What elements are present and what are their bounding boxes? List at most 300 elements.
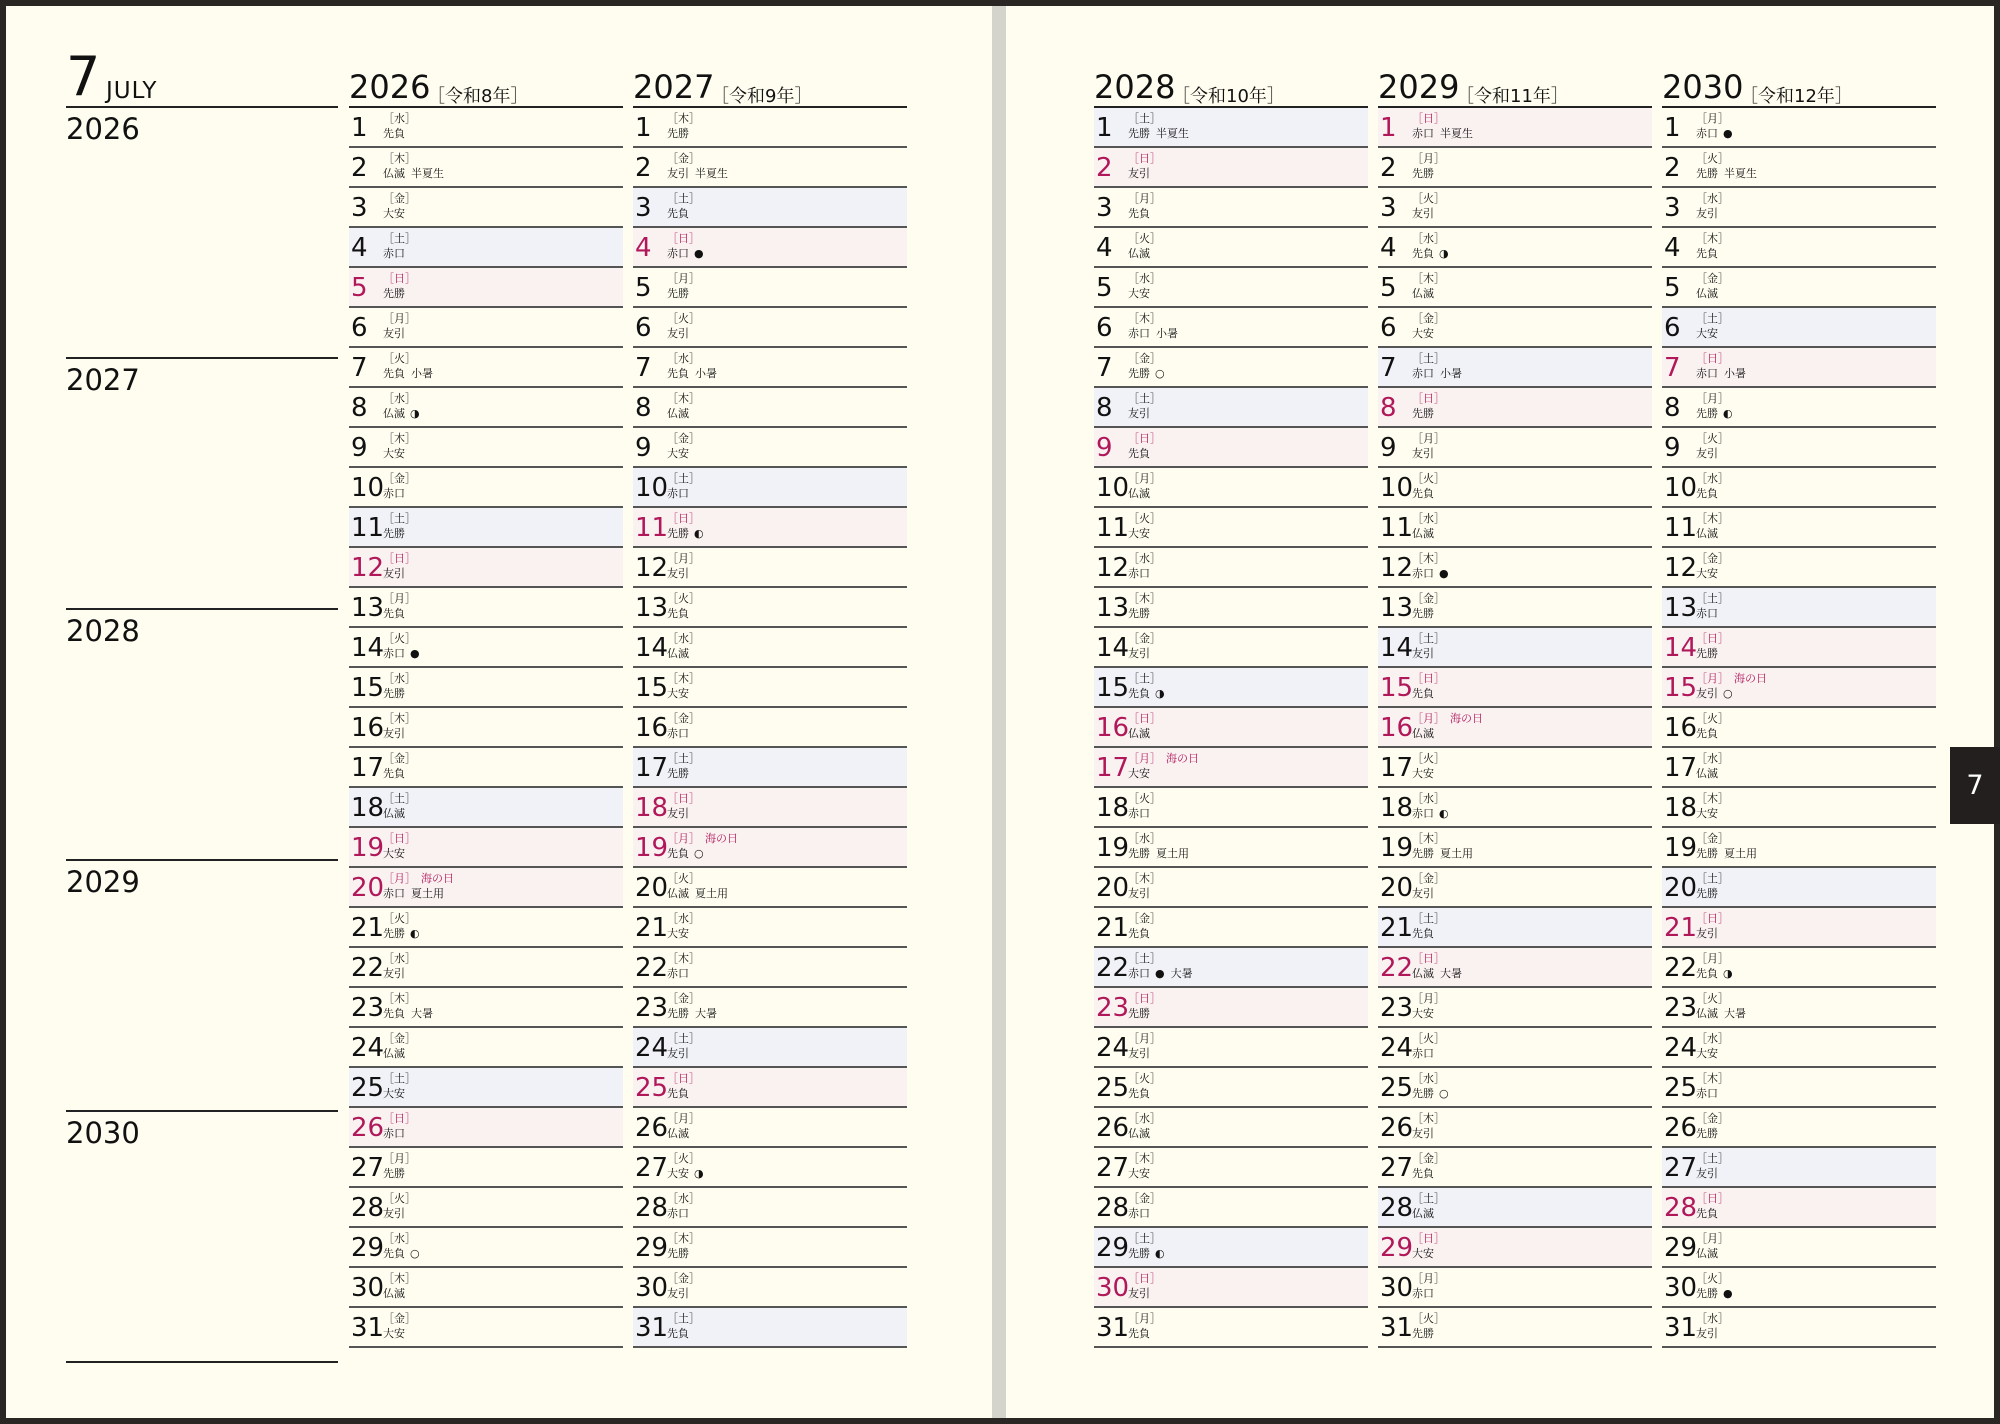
day-number: 5 <box>1380 273 1397 303</box>
day-row <box>1094 148 1368 188</box>
day-row <box>1662 588 1936 628</box>
weekday-label <box>383 112 416 125</box>
weekday-label <box>1128 192 1161 205</box>
weekday-text: ［木］ <box>1412 1112 1445 1125</box>
rokuyo-line <box>1696 1047 1718 1060</box>
rokuyo-label: 先勝 <box>1696 167 1718 180</box>
day-row <box>1378 1108 1652 1148</box>
weekday-label <box>383 592 416 605</box>
seasonal-note: 夏土用 <box>1156 847 1189 860</box>
day-row <box>1662 708 1936 748</box>
weekday-label <box>1696 1192 1729 1205</box>
rokuyo-label: 赤口 <box>1696 127 1718 140</box>
day-row <box>349 1028 623 1068</box>
rokuyo-label: 友引 <box>1412 1127 1434 1140</box>
day-number: 6 <box>635 313 652 343</box>
rokuyo-label: 大安 <box>383 207 405 220</box>
holiday-label: 海の日 <box>1450 712 1483 725</box>
day-number: 16 <box>635 713 669 743</box>
rokuyo-line <box>1128 1167 1150 1180</box>
day-number: 20 <box>635 873 669 903</box>
day-number: 3 <box>635 193 652 223</box>
year-column-header <box>1662 66 1936 108</box>
weekday-text: ［火］ <box>1696 432 1729 445</box>
day-number: 5 <box>635 273 652 303</box>
day-number: 9 <box>1380 433 1397 463</box>
rokuyo-label: 仏滅 <box>1696 1007 1718 1020</box>
rokuyo-line <box>1696 647 1718 660</box>
rokuyo-line <box>383 807 405 820</box>
rokuyo-line <box>1128 1047 1150 1060</box>
day-number: 15 <box>351 673 385 703</box>
rokuyo-label: 大安 <box>667 687 689 700</box>
rokuyo-label: 仏滅 <box>1412 727 1434 740</box>
moon-phase-icon: ○ <box>410 1247 420 1260</box>
day-row <box>1378 468 1652 508</box>
day-row <box>1662 108 1936 148</box>
rokuyo-line <box>1412 1287 1434 1300</box>
rokuyo-label: 仏滅 <box>383 1287 405 1300</box>
rokuyo-line <box>667 127 689 140</box>
weekday-label <box>1128 1272 1161 1285</box>
seasonal-note: 大暑 <box>1440 967 1462 980</box>
weekday-text: ［木］ <box>1412 832 1445 845</box>
weekday-label <box>1412 1192 1445 1205</box>
rokuyo-label: 先負 <box>383 1007 405 1020</box>
rokuyo-line <box>1696 767 1718 780</box>
rokuyo-label: 先勝 <box>667 127 689 140</box>
rokuyo-line <box>667 1047 689 1060</box>
rokuyo-label: 大安 <box>1128 1167 1150 1180</box>
rokuyo-label: 赤口 <box>1128 967 1150 980</box>
rokuyo-label: 仏滅 <box>1412 967 1434 980</box>
day-row <box>349 348 623 388</box>
weekday-label <box>1696 952 1729 965</box>
weekday-text: ［日］ <box>1128 432 1161 445</box>
month-heading <box>66 45 338 108</box>
day-number: 6 <box>351 313 368 343</box>
day-number: 17 <box>1664 753 1698 783</box>
month-index-tab[interactable]: 7 <box>1950 747 2000 824</box>
rokuyo-line <box>667 167 728 180</box>
day-row <box>1094 1108 1368 1148</box>
weekday-label <box>1412 912 1445 925</box>
day-row <box>1378 708 1652 748</box>
weekday-text: ［土］ <box>1412 1192 1445 1205</box>
day-number: 26 <box>635 1113 669 1143</box>
rokuyo-label: 友引 <box>667 1287 689 1300</box>
day-row <box>633 988 907 1028</box>
weekday-text: ［水］ <box>667 632 700 645</box>
rokuyo-label: 大安 <box>1412 767 1434 780</box>
column-era: ［令和9年］ <box>711 86 813 107</box>
day-number: 27 <box>1096 1153 1130 1183</box>
rokuyo-line <box>1696 287 1718 300</box>
day-row <box>1094 868 1368 908</box>
day-number: 18 <box>1096 793 1130 823</box>
day-row <box>349 948 623 988</box>
rokuyo-label: 先負 <box>1128 687 1150 700</box>
weekday-label <box>1128 1232 1161 1245</box>
rokuyo-line <box>383 1207 405 1220</box>
weekday-text: ［木］ <box>1128 1152 1161 1165</box>
weekday-text: ［木］ <box>1696 512 1729 525</box>
day-row <box>1662 1108 1936 1148</box>
moon-phase-icon: ◐ <box>1723 407 1733 420</box>
rokuyo-line <box>1412 727 1434 740</box>
rokuyo-label: 先勝 <box>667 767 689 780</box>
rokuyo-label: 友引 <box>1696 687 1718 700</box>
day-number: 19 <box>1380 833 1414 863</box>
day-row <box>349 868 623 908</box>
weekday-text: ［火］ <box>1412 752 1445 765</box>
weekday-label <box>383 1232 416 1245</box>
rokuyo-line <box>667 847 704 860</box>
day-row <box>1378 188 1652 228</box>
day-row <box>633 748 907 788</box>
day-number: 25 <box>1664 1073 1698 1103</box>
weekday-text: ［日］ <box>1412 952 1445 965</box>
weekday-text: ［木］ <box>383 712 416 725</box>
day-number: 21 <box>1664 913 1698 943</box>
weekday-label <box>667 1032 700 1045</box>
rokuyo-line <box>383 647 420 660</box>
weekday-text: ［月］ <box>1128 472 1161 485</box>
rokuyo-line <box>1696 367 1746 380</box>
rokuyo-label: 友引 <box>383 567 405 580</box>
weekday-text: ［月］ <box>383 872 416 885</box>
weekday-text: ［木］ <box>667 1232 700 1245</box>
weekday-label <box>1128 272 1161 285</box>
day-number: 7 <box>635 353 652 383</box>
year-column-header <box>1094 66 1368 108</box>
rokuyo-line <box>1128 1207 1150 1220</box>
weekday-text: ［水］ <box>1696 1032 1729 1045</box>
weekday-label <box>383 952 416 965</box>
column-era: ［令和8年］ <box>427 86 529 107</box>
rokuyo-line <box>667 367 717 380</box>
weekday-text: ［日］ <box>1412 392 1445 405</box>
weekday-label <box>1412 552 1445 565</box>
day-row <box>1378 428 1652 468</box>
side-year-block <box>66 1112 338 1363</box>
day-row <box>1662 868 1936 908</box>
rokuyo-line <box>667 287 689 300</box>
weekday-text: ［土］ <box>667 752 700 765</box>
weekday-label <box>1412 1032 1445 1045</box>
weekday-label <box>1696 832 1729 845</box>
day-number: 28 <box>635 1193 669 1223</box>
rokuyo-line <box>383 1247 420 1260</box>
rokuyo-line <box>1696 407 1733 420</box>
rokuyo-label: 先負 <box>1696 247 1718 260</box>
rokuyo-label: 友引 <box>383 967 405 980</box>
weekday-text: ［土］ <box>667 192 700 205</box>
day-number: 17 <box>1380 753 1414 783</box>
weekday-text: ［火］ <box>1128 792 1161 805</box>
weekday-label <box>667 552 700 565</box>
weekday-label <box>1128 512 1161 525</box>
rokuyo-line <box>1128 367 1165 380</box>
weekday-text: ［日］ <box>1696 912 1729 925</box>
rokuyo-line <box>1412 527 1434 540</box>
rokuyo-line <box>1412 807 1449 820</box>
weekday-label <box>383 472 416 485</box>
day-row <box>349 828 623 868</box>
seasonal-note: 半夏生 <box>1440 127 1473 140</box>
day-row <box>1094 988 1368 1028</box>
day-row <box>1378 228 1652 268</box>
day-number: 28 <box>1380 1193 1414 1223</box>
day-number: 4 <box>1380 233 1397 263</box>
rokuyo-line <box>383 1087 405 1100</box>
weekday-text: ［土］ <box>1412 912 1445 925</box>
day-row <box>1662 268 1936 308</box>
moon-phase-icon: ◑ <box>694 1167 704 1180</box>
day-row <box>633 548 907 588</box>
rokuyo-line <box>1696 1207 1718 1220</box>
rokuyo-label: 先負 <box>383 127 405 140</box>
day-row <box>633 948 907 988</box>
weekday-text: ［金］ <box>667 1272 700 1285</box>
weekday-label <box>667 1232 700 1245</box>
moon-phase-icon: ◑ <box>1439 247 1449 260</box>
seasonal-note: 半夏生 <box>411 167 444 180</box>
day-row <box>1662 628 1936 668</box>
day-number: 22 <box>1380 953 1414 983</box>
weekday-text: ［火］ <box>1128 1072 1161 1085</box>
holiday-label: 海の日 <box>421 872 454 885</box>
weekday-text: ［木］ <box>667 952 700 965</box>
rokuyo-label: 大安 <box>1696 567 1718 580</box>
weekday-text: ［月］ <box>667 832 700 845</box>
weekday-label <box>1128 1072 1161 1085</box>
moon-phase-icon: ● <box>1439 567 1449 580</box>
rokuyo-label: 先負 <box>1696 727 1718 740</box>
rokuyo-label: 先勝 <box>1128 127 1150 140</box>
day-row <box>349 148 623 188</box>
weekday-label <box>1128 1112 1161 1125</box>
rokuyo-line <box>1696 1127 1718 1140</box>
weekday-label <box>1128 472 1161 485</box>
day-row <box>1662 1188 1936 1228</box>
day-row <box>1662 548 1936 588</box>
rokuyo-label: 大安 <box>1412 327 1434 340</box>
rokuyo-label: 仏滅 <box>383 1047 405 1060</box>
weekday-text: ［土］ <box>1696 592 1729 605</box>
day-number: 3 <box>351 193 368 223</box>
weekday-text: ［土］ <box>667 472 700 485</box>
day-number: 1 <box>351 113 368 143</box>
weekday-text: ［日］ <box>383 1112 416 1125</box>
weekday-text: ［日］ <box>1128 152 1161 165</box>
column-year: 2027 <box>633 68 715 106</box>
rokuyo-label: 赤口 <box>1412 567 1434 580</box>
day-number: 5 <box>351 273 368 303</box>
rokuyo-line <box>1696 127 1733 140</box>
rokuyo-line <box>1696 527 1718 540</box>
rokuyo-line <box>1696 687 1733 700</box>
rokuyo-line <box>383 207 405 220</box>
weekday-label <box>1412 192 1445 205</box>
weekday-text: ［土］ <box>1696 872 1729 885</box>
rokuyo-label: 赤口 <box>383 247 405 260</box>
rokuyo-label: 先勝 <box>383 287 405 300</box>
day-row <box>349 108 623 148</box>
rokuyo-line <box>667 1207 689 1220</box>
weekday-label <box>383 1192 416 1205</box>
rokuyo-line <box>1412 887 1434 900</box>
rokuyo-label: 大安 <box>383 1087 405 1100</box>
rokuyo-label: 友引 <box>383 327 405 340</box>
day-number: 27 <box>635 1153 669 1183</box>
day-row <box>1094 1028 1368 1068</box>
weekday-text: ［水］ <box>1696 192 1729 205</box>
day-row <box>349 548 623 588</box>
rokuyo-label: 仏滅 <box>667 407 689 420</box>
day-row <box>1378 308 1652 348</box>
day-row <box>349 668 623 708</box>
day-row <box>1662 948 1936 988</box>
rokuyo-label: 赤口 <box>1412 127 1434 140</box>
day-number: 14 <box>1664 633 1698 663</box>
day-number: 10 <box>1096 473 1130 503</box>
weekday-text: ［木］ <box>1696 792 1729 805</box>
day-number: 30 <box>1096 1273 1130 1303</box>
day-row <box>633 1148 907 1188</box>
weekday-label <box>1128 872 1161 885</box>
day-number: 24 <box>1380 1033 1414 1063</box>
weekday-label <box>667 192 700 205</box>
day-row <box>1378 1028 1652 1068</box>
seasonal-note: 小暑 <box>411 367 433 380</box>
rokuyo-label: 先勝 <box>1128 847 1150 860</box>
day-number: 22 <box>635 953 669 983</box>
weekday-label <box>667 472 700 485</box>
day-number: 31 <box>1664 1313 1698 1343</box>
page-gutter <box>992 6 1006 1418</box>
weekday-text: ［金］ <box>1128 632 1161 645</box>
day-number: 13 <box>351 593 385 623</box>
weekday-label <box>383 512 416 525</box>
weekday-label <box>1128 1032 1161 1045</box>
day-number: 29 <box>1380 1233 1414 1263</box>
weekday-text: ［土］ <box>1128 392 1161 405</box>
rokuyo-label: 赤口 <box>1412 1287 1434 1300</box>
rokuyo-label: 赤口 <box>1696 1087 1718 1100</box>
rokuyo-line <box>383 1167 405 1180</box>
weekday-label <box>1412 1112 1445 1125</box>
day-row <box>1662 228 1936 268</box>
rokuyo-label: 先勝 <box>1412 1087 1434 1100</box>
rokuyo-label: 先勝 <box>1696 847 1718 860</box>
rokuyo-label: 先負 <box>1128 1327 1150 1340</box>
weekday-label <box>1696 1232 1729 1245</box>
day-number: 17 <box>1096 753 1130 783</box>
weekday-text: ［月］ <box>1128 1032 1161 1045</box>
month-number: 7 <box>66 45 101 108</box>
day-number: 28 <box>351 1193 385 1223</box>
rokuyo-label: 先勝 <box>1128 1007 1150 1020</box>
column-year: 2028 <box>1094 68 1176 106</box>
weekday-text: ［水］ <box>1412 792 1445 805</box>
day-number: 12 <box>1664 553 1698 583</box>
day-row <box>1662 1228 1936 1268</box>
weekday-label <box>667 352 700 365</box>
weekday-text: ［木］ <box>1696 1072 1729 1085</box>
day-number: 11 <box>1380 513 1414 543</box>
moon-phase-icon: ● <box>410 647 420 660</box>
rokuyo-line <box>1696 447 1718 460</box>
day-row <box>349 228 623 268</box>
rokuyo-line <box>667 527 704 540</box>
weekday-label <box>1128 1312 1161 1325</box>
weekday-text: ［土］ <box>1128 672 1161 685</box>
day-row <box>1662 788 1936 828</box>
rokuyo-line <box>383 607 405 620</box>
rokuyo-label: 先負 <box>667 1327 689 1340</box>
day-number: 27 <box>1380 1153 1414 1183</box>
rokuyo-label: 赤口 <box>667 487 689 500</box>
rokuyo-label: 先負 <box>1128 1087 1150 1100</box>
weekday-text: ［水］ <box>1128 832 1161 845</box>
weekday-label <box>383 752 416 765</box>
day-number: 29 <box>351 1233 385 1263</box>
weekday-label <box>667 432 700 445</box>
weekday-text: ［金］ <box>1412 312 1445 325</box>
rokuyo-label: 先負 <box>1696 967 1718 980</box>
day-row <box>633 268 907 308</box>
day-number: 10 <box>351 473 385 503</box>
weekday-text: ［水］ <box>1696 1312 1729 1325</box>
weekday-label <box>667 272 700 285</box>
day-row <box>349 1228 623 1268</box>
day-number: 10 <box>635 473 669 503</box>
rokuyo-label: 先負 <box>667 607 689 620</box>
weekday-label <box>383 1112 416 1125</box>
weekday-label <box>1412 952 1445 965</box>
weekday-label <box>667 1152 700 1165</box>
rokuyo-label: 先勝 <box>1412 407 1434 420</box>
rokuyo-label: 友引 <box>1412 647 1434 660</box>
rokuyo-label: 先負 <box>1412 487 1434 500</box>
rokuyo-label: 赤口 <box>1412 1047 1434 1060</box>
weekday-text: ［金］ <box>667 432 700 445</box>
weekday-text: ［土］ <box>667 1032 700 1045</box>
rokuyo-line <box>1412 447 1434 460</box>
rokuyo-label: 赤口 <box>1128 567 1150 580</box>
weekday-text: ［日］ <box>1128 1272 1161 1285</box>
rokuyo-label: 大安 <box>1696 327 1718 340</box>
weekday-text: ［水］ <box>383 392 416 405</box>
weekday-text: ［日］ <box>1412 1232 1445 1245</box>
weekday-text: ［月］ <box>667 552 700 565</box>
rokuyo-line <box>1412 1087 1449 1100</box>
rokuyo-label: 大安 <box>1412 1247 1434 1260</box>
weekday-text: ［金］ <box>1412 1152 1445 1165</box>
rokuyo-label: 友引 <box>667 567 689 580</box>
weekday-text: ［土］ <box>383 1072 416 1085</box>
rokuyo-label: 先勝 <box>1696 1287 1718 1300</box>
weekday-label <box>1128 1192 1161 1205</box>
weekday-label <box>667 632 700 645</box>
day-number: 23 <box>1664 993 1698 1023</box>
day-row <box>1094 548 1368 588</box>
weekday-label <box>1696 1312 1729 1325</box>
weekday-label <box>667 872 700 885</box>
rokuyo-label: 赤口 <box>667 1207 689 1220</box>
rokuyo-label: 仏滅 <box>1696 1247 1718 1260</box>
